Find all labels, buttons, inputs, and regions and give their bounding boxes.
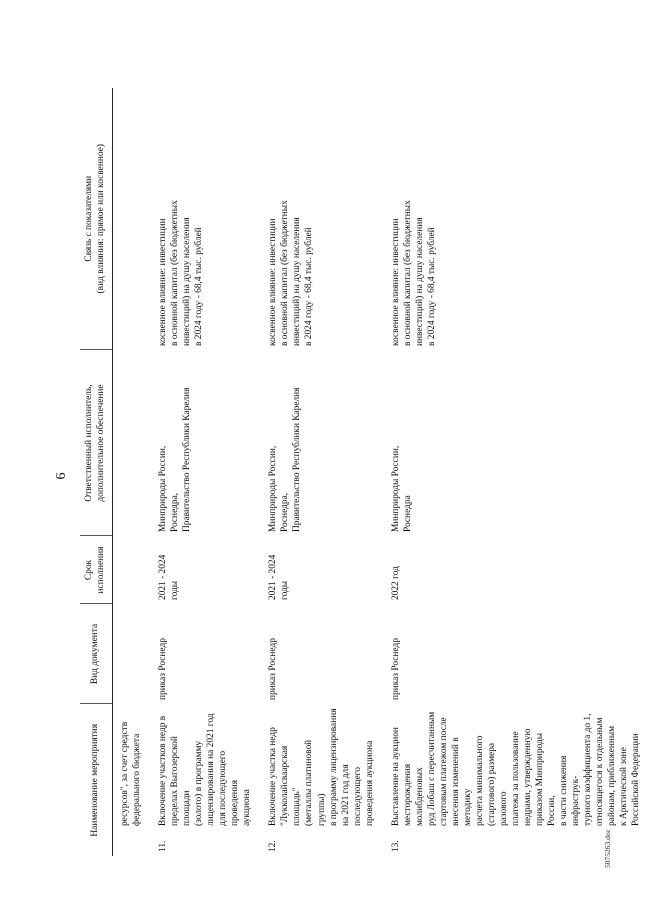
document-code: 5075263.doc	[603, 829, 612, 868]
row-number: 12.	[268, 840, 279, 852]
table-row	[261, 88, 383, 856]
measures-table	[80, 88, 650, 856]
measure-name: Включение участков недр в пределах Выгозерской площади (золото) в программу лицензирования на 2021 год для последующего проведения аукциона	[158, 713, 253, 826]
page-number: 6	[54, 472, 69, 480]
row-number	[113, 830, 152, 856]
header-document-type: Вид документа	[80, 604, 113, 704]
header-executor: Ответственный исполнитель, дополнительное обеспечение	[80, 350, 113, 536]
document-type: приказ Роснедр	[158, 638, 169, 700]
header-indicator: Связь с показателями (вид влияния: прямое или косвенное)	[80, 88, 113, 350]
row-number: 13.	[390, 840, 401, 852]
executor: Минприроды России, Роснедра	[390, 445, 413, 532]
table-header	[80, 88, 113, 856]
term: 2021 - 2024 годы	[158, 554, 181, 600]
row-number: 11.	[158, 840, 169, 852]
measure-name: Выставление на аукцион месторождения молибденовых руд Лобаш с пересчитанным стартовым платежом после внесения изменений в методику расчета минимального (стартового) размера разового платежа за пользование недрами, утвержденную приказом Минприроды России, в части снижения инфраструк- турного коэффициента до 1, относящегося к отдельным районам, приближенным к Арктической зоне Российской Федерации	[390, 711, 642, 826]
header-name: Наименование мероприятия	[80, 704, 113, 856]
document-page	[22, 76, 642, 876]
header-term: Срок исполнения	[80, 536, 113, 604]
document-type: приказ Роснедр	[268, 638, 279, 700]
indicator-link: косвенное влияние: инвестиции в основной капитал (без бюджетных инвестиций) на душу населения в 2024 году - 68,4 тыс. рублей	[268, 200, 315, 346]
executor: Минприроды России, Роснедра, Правительство Республики Карелия	[268, 387, 303, 532]
measure-name: ресурсов", за счет средств федерального бюджета	[120, 721, 143, 826]
document-type: приказ Роснедр	[390, 638, 401, 700]
indicator-link: косвенное влияние: инвестиции в основной капитал (без бюджетных инвестиций) на душу населения в 2024 году - 68,4 тыс. рублей	[390, 200, 437, 346]
table-row	[151, 88, 261, 856]
indicator-link: косвенное влияние: инвестиции в основной капитал (без бюджетных инвестиций) на душу населения в 2024 году - 68,4 тыс. рублей	[158, 200, 205, 346]
table-row-continuation	[113, 88, 152, 856]
measure-name: Включение участка недр "Лукколайсваарская площадь" (металлы платиновой группы) в программу лицензирования на 2021 год для последующего проведения аукциона	[268, 708, 375, 826]
table-row	[384, 88, 650, 856]
executor: Минприроды России, Роснедра, Правительство Республики Карелия	[158, 387, 193, 532]
term: 2022 год	[390, 566, 401, 600]
term: 2021 - 2024 годы	[268, 554, 291, 600]
